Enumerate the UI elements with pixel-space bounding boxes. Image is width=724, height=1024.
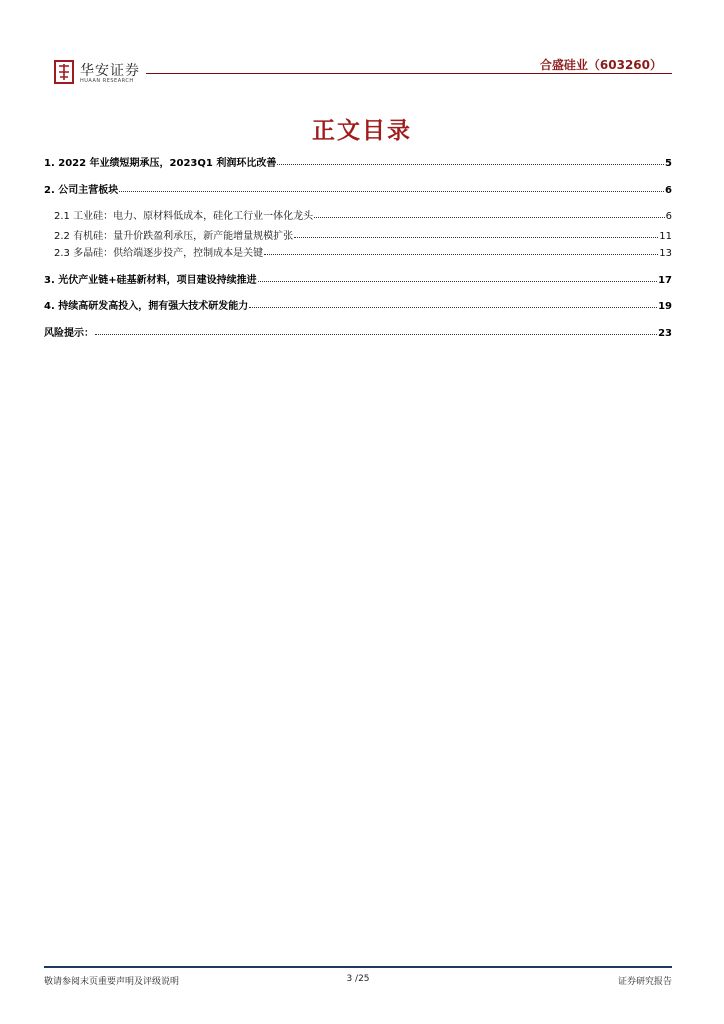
toc-entry[interactable] xyxy=(44,154,672,170)
footer-divider xyxy=(44,966,672,968)
toc-entry-text: 风险提示： xyxy=(44,328,94,339)
page-header xyxy=(52,52,672,88)
toc-entry-text: 4. 持续高研发高投入，拥有强大技术研发能力 xyxy=(44,301,249,312)
toc-entry-page: 6 xyxy=(665,185,672,196)
toc-leader-dots xyxy=(277,155,664,165)
toc-leader-dots xyxy=(249,298,657,308)
toc-entry-page: 17 xyxy=(658,275,672,286)
logo-english-name: HUAAN RESEARCH xyxy=(80,78,134,84)
huaan-seal-icon xyxy=(54,60,74,84)
toc-leader-dots xyxy=(119,182,664,192)
toc-entry-text: 2.3 多晶硅：供给端逐步投产，控制成本是关键 xyxy=(54,248,264,259)
toc-entry-page: 19 xyxy=(658,301,672,312)
toc-entry-text: 3. 光伏产业链+硅基新材料，项目建设持续推进 xyxy=(44,275,257,286)
toc-leader-dots xyxy=(294,228,658,238)
header-divider xyxy=(146,73,672,74)
toc-leader-dots xyxy=(264,245,658,255)
toc-entry-page: 13 xyxy=(659,248,672,259)
company-name: 合盛硅业（603260） xyxy=(539,58,662,72)
huaan-logo xyxy=(52,60,172,88)
report-type: 证券研究报告 xyxy=(617,977,672,987)
toc-entry[interactable] xyxy=(44,324,672,340)
toc-entry[interactable] xyxy=(44,227,672,243)
toc-entry-page: 5 xyxy=(665,158,672,169)
toc-entry[interactable] xyxy=(44,297,672,313)
toc-leader-dots xyxy=(314,208,665,218)
toc-entry-text: 1. 2022 年业绩短期承压，2023Q1 利润环比改善 xyxy=(44,158,277,169)
toc-entry-text: 2. 公司主营板块 xyxy=(44,185,119,196)
disclaimer-note: 敬请参阅末页重要声明及评级说明 xyxy=(44,977,180,987)
toc-leader-dots xyxy=(95,325,657,335)
toc-entry[interactable] xyxy=(44,271,672,287)
toc-entry-text: 2.1 工业硅：电力、原材料低成本，硅化工行业一体化龙头 xyxy=(54,211,314,222)
toc-entry-page: 6 xyxy=(665,211,672,222)
logo-chinese-name: 华安证券 xyxy=(80,63,140,79)
toc-entry[interactable] xyxy=(44,244,672,260)
toc-entry[interactable] xyxy=(44,207,672,223)
page-number: 3 /25 xyxy=(346,974,370,984)
toc-entry-page: 23 xyxy=(658,328,672,339)
toc-leader-dots xyxy=(258,272,657,282)
toc-entry-text: 2.2 有机硅：量升价跌盈利承压，新产能增量规模扩张 xyxy=(54,231,294,242)
page-title: 正文目录 xyxy=(312,117,412,144)
toc-entry[interactable] xyxy=(44,181,672,197)
toc-entry-page: 11 xyxy=(659,231,672,242)
